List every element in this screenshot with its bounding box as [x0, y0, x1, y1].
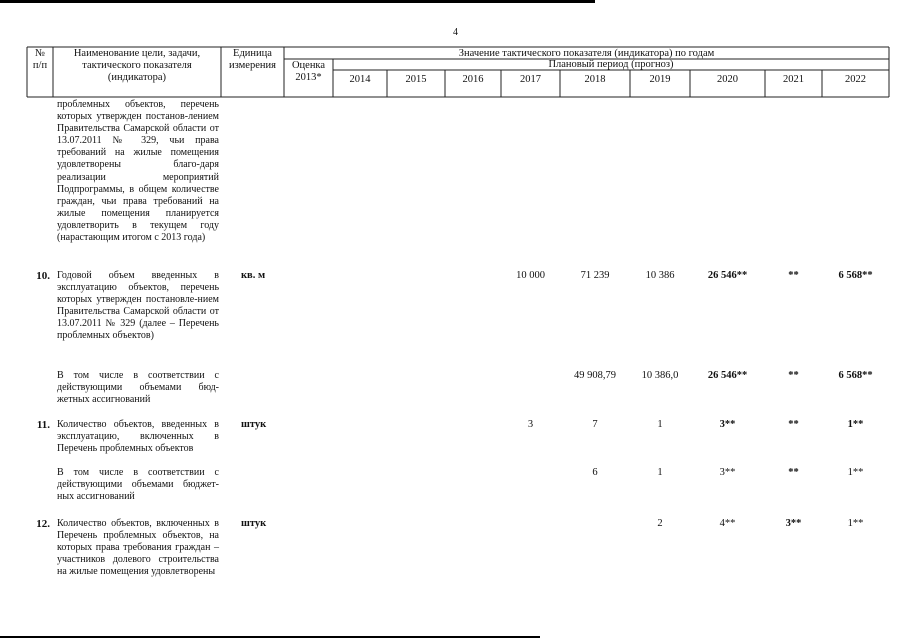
table-cell-2018: 49 908,79	[574, 370, 616, 381]
table-row-name: Количество объектов, включенных в Перечень проблемных объектов, на которых права требования граждан – участников долевого строительства на жилые помещения удовлетворены	[57, 518, 219, 578]
table-cell-2021: **	[788, 270, 799, 281]
table-cell-2019: 10 386,0	[641, 370, 679, 381]
table-cell-2018: 6	[592, 467, 598, 478]
table-cell-2019: 1	[657, 419, 663, 430]
table-cell-2019: 1	[657, 467, 663, 478]
table-row-unit: штук	[241, 518, 267, 529]
table-row-number: 10.	[36, 270, 50, 282]
table-cell-2020: 3**	[719, 419, 736, 430]
table-row-unit: штук	[241, 419, 267, 430]
table-row-name: проблемных объектов, перечень которых утвержден постанов-лением Правительства Самарской области от 13.07.2011 № 329, чьи права требований на жилые помещения удовлетворены благо-даря реализации мероприятий Подпрограммы, в общем количестве граждан, чьи права требований на жилые помещения планируется удовлетворить в текущем году (нарастающим итогом с 2013 года)	[57, 99, 219, 244]
table-cell-2022: 1**	[847, 518, 864, 529]
table-cell-2018: 71 239	[580, 270, 610, 281]
table-cell-2020: 4**	[719, 518, 736, 529]
table-cell-2019: 2	[657, 518, 663, 529]
table-cell-2021: **	[788, 419, 799, 430]
header-year: 2019	[649, 74, 671, 85]
header-year: 2018	[584, 74, 606, 85]
table-cell-2017: 10 000	[516, 270, 545, 281]
table-cell-2022: 6 568**	[838, 270, 873, 281]
table-row-number: 12.	[36, 518, 50, 530]
header-year: 2022	[845, 74, 866, 85]
table-row-number: 11.	[36, 419, 50, 431]
header-year: 2014	[349, 74, 371, 85]
table-cell-2020: 26 546**	[707, 270, 748, 281]
table-row-name: В том числе в соответствии с действующими объемами бюджет-ных ассигнований	[57, 467, 219, 503]
header-col-estimate: Оценка 2013*	[291, 60, 326, 83]
table-cell-2021: **	[788, 467, 799, 478]
header-year: 2020	[717, 74, 738, 85]
table-cell-2017: 3	[527, 419, 534, 430]
table-cell-2021: 3**	[785, 518, 802, 529]
table-row-unit: кв. м	[241, 270, 266, 281]
table-cell-2022: 1**	[847, 419, 864, 430]
table-row-name: В том числе в соответствии с действующими объемами бюд-жетных ассигнований	[57, 370, 219, 406]
header-col-unit: Единица измерения	[229, 48, 276, 71]
table-cell-2022: 6 568**	[838, 370, 873, 381]
table-cell-2020: 26 546**	[707, 370, 748, 381]
header-col-values: Значение тактического показателя (индикатора) по годам	[458, 48, 715, 59]
table-cell-2021: **	[788, 370, 799, 381]
table-cell-2018: 7	[592, 419, 598, 430]
table-cell-2019: 10 386	[645, 270, 675, 281]
table-row-name: Количество объектов, введенных в эксплуатацию, включенных в Перечень проблемных объектов	[57, 419, 219, 455]
table-row-name: Годовой объем введенных в эксплуатацию объектов, перечень которых утвержден постановле-нием Правительства Самарской области от 13.07.2011 № 329 (далее – Перечень проблемных объектов)	[57, 270, 219, 342]
header-col-name: Наименование цели, задачи, тактического показателя (индикатора)	[73, 48, 201, 83]
header-year: 2017	[520, 74, 541, 85]
header-col-planned: Плановый период (прогноз)	[548, 59, 674, 70]
header-year: 2016	[462, 74, 484, 85]
table-cell-2022: 1**	[847, 467, 864, 478]
header-year: 2021	[783, 74, 804, 85]
header-year: 2015	[405, 74, 427, 85]
header-col-number: № п/п	[32, 48, 48, 71]
page-number: 4	[453, 27, 458, 38]
table-cell-2020: 3**	[719, 467, 736, 478]
